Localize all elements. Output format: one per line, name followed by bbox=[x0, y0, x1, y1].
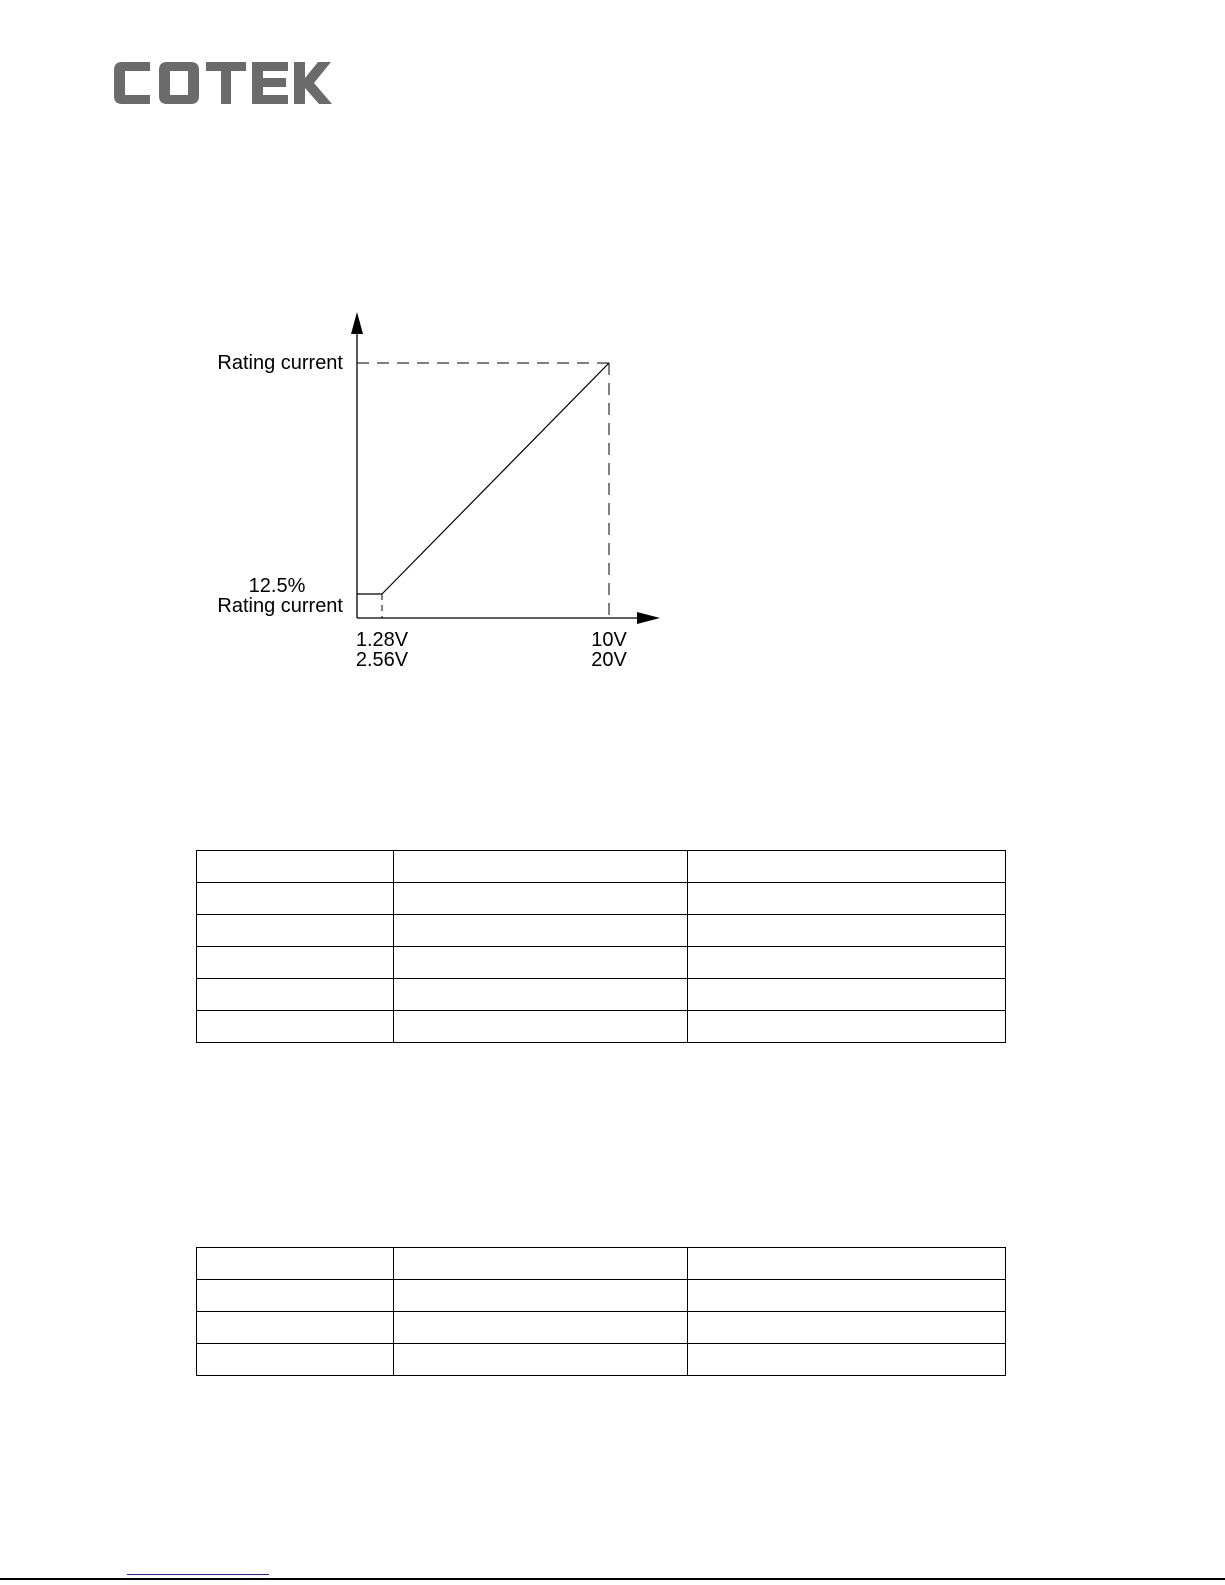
table-cell bbox=[197, 1344, 394, 1376]
table-row bbox=[197, 851, 1006, 883]
table-row bbox=[197, 1312, 1006, 1344]
y-label-min-rating-current: Rating current bbox=[217, 595, 343, 617]
table-row bbox=[197, 1344, 1006, 1376]
table-cell bbox=[197, 915, 394, 947]
table-cell bbox=[688, 915, 1006, 947]
x-label-max-voltage-2: 20V bbox=[591, 649, 627, 671]
table-row bbox=[197, 1280, 1006, 1312]
table-cell bbox=[197, 1011, 394, 1043]
table-cell bbox=[688, 851, 1006, 883]
table-cell bbox=[688, 1312, 1006, 1344]
table-cell bbox=[394, 1248, 688, 1280]
current-voltage-diagram bbox=[0, 0, 1225, 700]
table-cell bbox=[197, 851, 394, 883]
footer-link-underline[interactable] bbox=[127, 1574, 269, 1575]
y-axis-arrow-icon bbox=[351, 312, 363, 334]
table-cell bbox=[688, 979, 1006, 1011]
table-cell bbox=[197, 1312, 394, 1344]
x-label-min-voltage-2: 2.56V bbox=[355, 649, 409, 671]
table-cell bbox=[688, 883, 1006, 915]
table-cell bbox=[688, 947, 1006, 979]
table-row bbox=[197, 979, 1006, 1011]
spec-table-1 bbox=[196, 850, 1006, 1043]
table-cell bbox=[394, 915, 688, 947]
x-label-max-voltage-1: 10V bbox=[591, 629, 627, 651]
x-axis-arrow-icon bbox=[637, 612, 660, 624]
table-row bbox=[197, 1248, 1006, 1280]
table-cell bbox=[197, 947, 394, 979]
spec-table-2 bbox=[196, 1247, 1006, 1376]
table-row bbox=[197, 883, 1006, 915]
y-label-rating-current: Rating current bbox=[217, 352, 343, 374]
footer-divider bbox=[0, 1578, 1225, 1580]
table-cell bbox=[394, 851, 688, 883]
table-cell bbox=[394, 1280, 688, 1312]
x-label-min-voltage-1: 1.28V bbox=[355, 629, 409, 651]
table-cell bbox=[688, 1248, 1006, 1280]
table-cell bbox=[394, 883, 688, 915]
current-slope-line bbox=[382, 363, 609, 594]
table-cell bbox=[394, 1011, 688, 1043]
table-cell bbox=[688, 1011, 1006, 1043]
table-cell bbox=[197, 979, 394, 1011]
table-row bbox=[197, 915, 1006, 947]
table-cell bbox=[394, 1344, 688, 1376]
table-row bbox=[197, 1011, 1006, 1043]
table-cell bbox=[688, 1344, 1006, 1376]
table-cell bbox=[394, 979, 688, 1011]
table-cell bbox=[197, 883, 394, 915]
table-cell bbox=[394, 1312, 688, 1344]
y-label-min-percent: 12.5% bbox=[248, 575, 306, 597]
table-cell bbox=[688, 1280, 1006, 1312]
table-row bbox=[197, 947, 1006, 979]
table-cell bbox=[394, 947, 688, 979]
table-cell bbox=[197, 1280, 394, 1312]
table-cell bbox=[197, 1248, 394, 1280]
